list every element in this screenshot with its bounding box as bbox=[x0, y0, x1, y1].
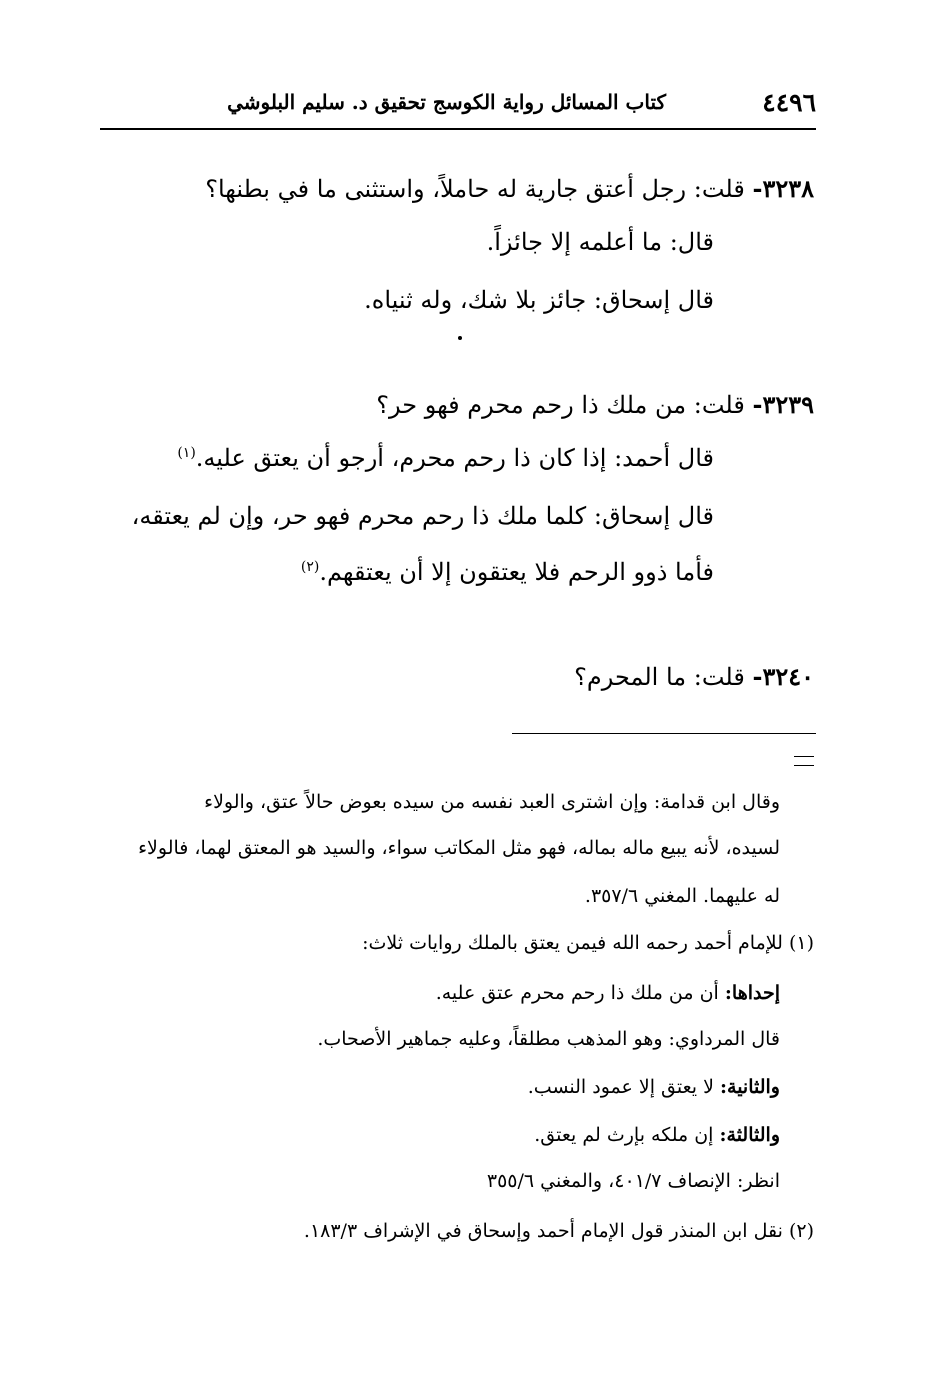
question-text: قلت: رجل أعتق جارية له حاملاً، واستثنى ما في بطنها؟ bbox=[205, 175, 745, 203]
question-number: ٣٢٤٠- bbox=[752, 662, 814, 691]
page-header bbox=[100, 88, 816, 126]
footnote-marker: (١) bbox=[788, 932, 814, 954]
continuation-mark bbox=[794, 756, 814, 766]
narration-text: أن من ملك ذا رحم محرم عتق عليه. bbox=[435, 982, 719, 1004]
answer-text: قال إسحاق: كلما ملك ذا رحم محرم فهو حر، وإن لم يعتقه، bbox=[131, 502, 714, 530]
answer-line bbox=[132, 502, 714, 530]
footnote-continuation-line: لسيده، لأنه يبيع ماله بماله، فهو مثل المكاتب سواء، والسيد هو المعتق لهما، فالولاء bbox=[138, 837, 780, 859]
answer-line bbox=[487, 228, 714, 256]
question-3238 bbox=[205, 174, 814, 203]
footnote-marker: (٢) bbox=[788, 1220, 814, 1242]
footnote-references: انظر: الإنصاف ٤٠١/٧، والمغني ٣٥٥/٦ bbox=[486, 1170, 780, 1192]
footnote-ref: (٢) bbox=[300, 559, 320, 575]
answer-line bbox=[301, 558, 714, 586]
answer-text: قال إسحاق: جائز بلا شك، وله ثنياه. bbox=[364, 286, 714, 314]
question-3240 bbox=[574, 662, 814, 691]
narration-label: والثانية: bbox=[720, 1076, 780, 1098]
answer-text: فأما ذوو الرحم فلا يعتقون إلا أن يعتقهم. bbox=[319, 558, 714, 586]
narration-label: إحداها: bbox=[724, 982, 780, 1004]
footnote-text: للإمام أحمد رحمه الله فيمن يعتق بالملك روايات ثلاث: bbox=[362, 932, 783, 954]
answer-text: قال أحمد: إذا كان ذا رحم محرم، أرجو أن يعتق عليه. bbox=[195, 444, 714, 472]
running-title: كتاب المسائل رواية الكوسج تحقيق د. سليم البلوشي bbox=[227, 90, 666, 114]
question-3239 bbox=[376, 390, 814, 419]
footnote-ref: (١) bbox=[177, 445, 196, 461]
question-text: قلت: من ملك ذا رحم محرم فهو حر؟ bbox=[376, 391, 745, 419]
footnote-line bbox=[534, 1124, 780, 1146]
footnote-line bbox=[436, 982, 780, 1004]
footnote-1 bbox=[362, 932, 814, 954]
question-number: ٣٢٣٩- bbox=[752, 390, 814, 419]
narration-text: إن ملكه بإرث لم يعتق. bbox=[534, 1124, 714, 1146]
footnote-continuation-line: له عليهما. المغني ٣٥٧/٦. bbox=[584, 885, 780, 907]
narration-label: والثالثة: bbox=[719, 1124, 780, 1146]
footnote-divider bbox=[512, 733, 816, 734]
footnote-2 bbox=[304, 1220, 814, 1242]
narration-text: لا يعتق إلا عمود النسب. bbox=[527, 1076, 714, 1098]
stray-dot bbox=[458, 336, 462, 340]
footnote-text: نقل ابن المنذر قول الإمام أحمد وإسحاق في الإشراف ١٨٣/٣. bbox=[303, 1220, 783, 1242]
footnote-continuation-line: وقال ابن قدامة: وإن اشترى العبد نفسه من سيده بعوض حالاً عتق، والولاء bbox=[204, 791, 780, 813]
page-number: ٤٤٩٦ bbox=[762, 88, 816, 117]
header-divider bbox=[100, 128, 816, 130]
question-number: ٣٢٣٨- bbox=[752, 174, 814, 203]
answer-line bbox=[364, 286, 714, 314]
question-text: قلت: ما المحرم؟ bbox=[574, 663, 745, 691]
footnote-line: قال المرداوي: وهو المذهب مطلقاً، وعليه جماهير الأصحاب. bbox=[317, 1028, 780, 1050]
answer-text: قال: ما أعلمه إلا جائزاً. bbox=[486, 228, 714, 256]
answer-line bbox=[177, 444, 714, 472]
footnote-line bbox=[528, 1076, 780, 1098]
